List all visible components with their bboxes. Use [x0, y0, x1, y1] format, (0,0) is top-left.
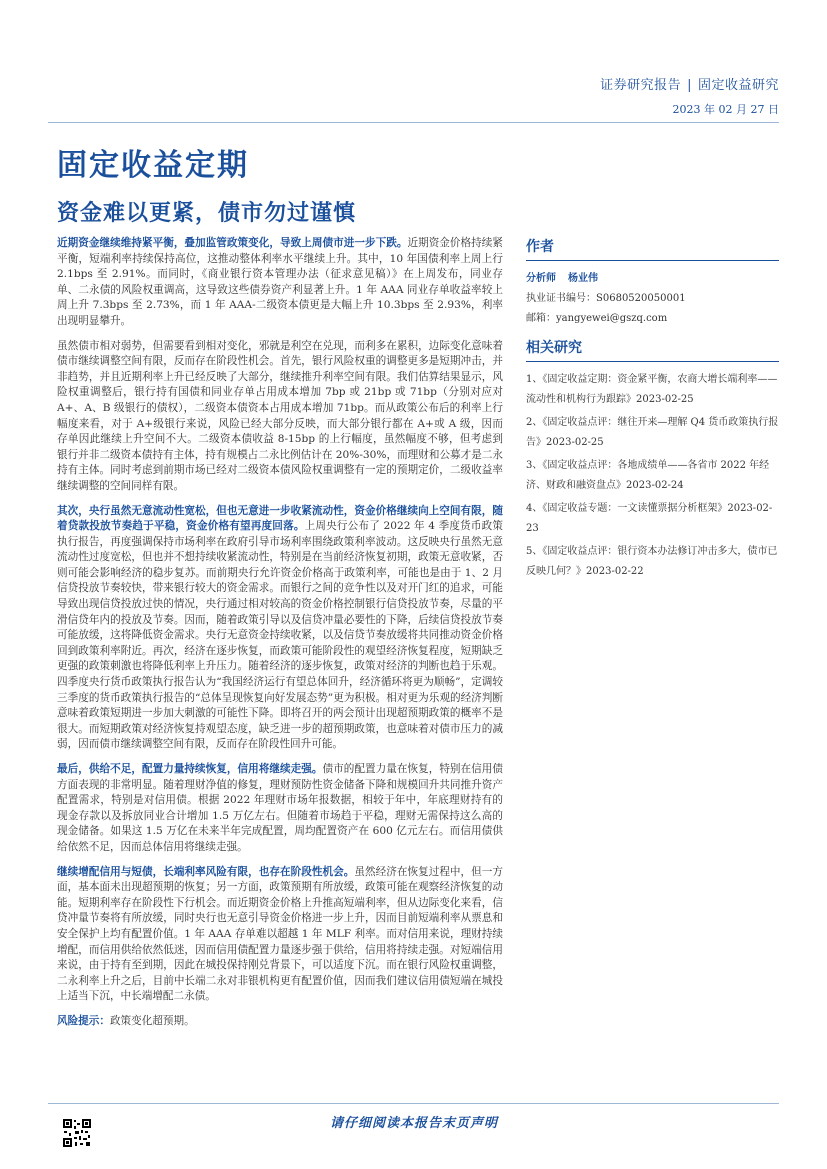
email-link[interactable]: yangyewei@gszq.com [556, 313, 668, 324]
cert-number: S0680520050001 [596, 293, 686, 304]
paragraph-1-highlight: 近期资金继续维持紧平衡，叠加监管政策变化，导致上周债市进一步下跌。 [57, 237, 408, 249]
paragraph-5-text: 虽然经济在恢复过程中，但一方面，基本面未出现超预期的恢复；另一方面，政策预期有所放缓，政策可能在观察经济恢复的动能。短期利率存在阶段性下行机会。而近期资金价格上升推高短端利率，但从边际变化来看，信贷冲量节奏将有所放缓，同时央行也无意引导资金价格进一步上升，因而目前短端利率从票息和安全保护上均有配置价值。1 年 AAA 存单难以超越 1 年 MLF 利率。而对信用来说，理财持续增配，而信用供给依然低迷，因而信用债配置力量逐步强于供给，信用将持续走强。对短端信用来说，由于持有至到期，因此在城投保持刚兑背景下，可以适度下沉。而在银行风险权重调整，二永利率上升之后，目前中长端二永对非银机构更有配置价值，因而我们建议信用债短端在城投上适当下沉，中长端增配二永债。 [57, 865, 504, 1003]
email-label: 邮箱： [526, 313, 556, 324]
paragraph-4-text: 债市的配置力量在恢复，特别在信用债方面表现的非常明显。随着理财净值的修复，理财预防性资金储备下降和规模回升共同推升资产配置需求，特别是对信用债。根据 2022 年理财市场年报数据，相较于年中，年底理财持有的现金存款以及拆放同业合计增加 1.5 万亿左右。但随着市场趋于平稳，理财无需保持这么高的现金储备。如果这 1.5 万亿在未来半年完成配置，周均配置资产在 600 亿元左右。而信用债供给依然不足，因而总体信用将继续走强。 [57, 763, 504, 853]
paragraph-3 [57, 504, 503, 754]
paragraph-1 [57, 236, 503, 330]
author-heading: 作者 [526, 236, 779, 261]
related-research-list [526, 370, 779, 582]
report-header [600, 74, 779, 117]
related-heading: 相关研究 [526, 337, 779, 362]
header-divider [48, 122, 779, 123]
sidebar [526, 236, 779, 585]
page-title: 固定收益定期 [57, 148, 249, 183]
related-item[interactable]: 4、《固定收益专题：一文读懂票据分析框架》2023-02-23 [526, 503, 773, 534]
risk-text: 政策变化超预期。 [109, 1014, 195, 1027]
cert-label: 执业证书编号： [526, 293, 596, 304]
analyst-label: 分析师 [526, 273, 556, 284]
paragraph-2-text: 虽然债市相对弱势，但需要看到相对变化，邪就是利空在兑现，而利多在累积，边际变化意味着债市继续调整空间有限，反而存在阶段性机会。首先，银行风险权重的调整更多是短期冲击，并非趋势，并且近期利率上升已经反映了大部分，继续推升利率空间有限。我们估算结果显示，风险权重调整后，银行持有国债和同业存单占用成本增加 7bp 或 21bp 或 71bp（分别对应对 A+、A、B 级银行的债权），二级资本债资本占用成本增加 71bp。而从政策公布后的利率上行幅度来看，对于 A+级银行来说，风险已经大部分反映，而大部分银行都在 A+或 A 级，因而存单因此继续上升空间不大。二级资本债收益 8-15bp 的上行幅度，虽然幅度不够，但考虑到银行并非二级资本债持有主体，持有规模占二永比例估计在 20%-30%，而理财和公募才是二永持有主体。同时考虑到前期市场已经对二级资本债风险权重调整有一定的预期定价，二级收益率继续调整的空间同样有限。 [57, 339, 504, 492]
cert-row [526, 289, 779, 309]
analyst-row [526, 269, 779, 289]
disclaimer-note: 请仔细阅读本报告末页声明 [330, 1116, 499, 1131]
header-separator: | [687, 78, 692, 93]
page-subtitle: 资金难以更紧，债市勿过谨慎 [57, 200, 357, 226]
qr-code-icon [62, 1118, 92, 1148]
report-body [57, 236, 503, 1039]
analyst-name: 杨业伟 [568, 273, 598, 284]
analyst-info [526, 269, 779, 329]
risk-label: 风险提示： [57, 1014, 110, 1027]
footer-divider [48, 1103, 779, 1104]
paragraph-4 [57, 762, 503, 856]
related-item[interactable]: 5、《固定收益点评：银行资本办法修订冲击多大，债市已反映几何？》2023-02-22 [526, 546, 778, 577]
risk-notice [57, 1014, 503, 1030]
paragraph-3-text: 上周央行公布了 2022 年 4 季度货币政策执行报告，再度强调保持市场利率在政府引导市场利率围绕政策利率波动。这反映央行虽然无意流动性过度宽松，但也并不想持续收紧流动性，特别是在当前经济恢复初期，政策无意收紧，否则可能会影响经济的稳步复苏。而前期央行允许资金价格高于政策利率，可能也是由于 1、2 月信贷投放节奏较快，带来银行较大的资金需求。而银行之间的竞争性以及对开门红的追求，可能导致出现信贷投放过快的情况，央行通过相对较高的资金价格控制银行信贷投放节奏，尽量的平滑信贷年内的投放及节奏。因而，随着政策引导以及信贷冲量必要性的下降，后续信贷投放节奏可能放缓，这将降低资金需求。央行无意资金持续收紧，以及信贷节奏放缓将共同推动资金价格回到政策利率附近。再次，经济在逐步恢复，而政策可能阶段性的观望经济恢复程度，短期缺乏更强的政策刺激也将降低利率上升压力。随着经济的逐步恢复，政策对经济的判断也趋于乐观。四季度央行货币政策执行报告认为“我国经济运行有望总体回升，经济循环将更为顺畅”，定调较三季度的货币政策执行报告的“总体呈现恢复向好发展态势”更为积极。相对更为乐观的经济判断意味着政策短期进一步加大刺激的可能性下降。即将召开的两会预计出现超预期政策的概率不是很大。而短期政策对经济恢复持观望态度，缺乏进一步的超预期政策，也意味着对债市压力的减弱，因而债市继续调整空间有限，反而存在阶段性回升可能。 [57, 520, 504, 751]
related-item[interactable]: 1、《固定收益定期：资金紧平衡，农商大增长端利率——流动性和机构行为跟踪》2023-02-25 [526, 374, 778, 405]
paragraph-5 [57, 865, 503, 1005]
report-category: 固定收益研究 [697, 78, 779, 93]
report-date: 2023 年 02 月 27 日 [672, 103, 779, 116]
paragraph-2 [57, 339, 503, 495]
email-row [526, 309, 779, 329]
report-type: 证券研究报告 [600, 78, 682, 93]
paragraph-3-highlight: 其次，央行虽然无意流动性宽松，但也无意进一步收紧流动性，资金价格继续向上空间有限，随着贷款投放节奏趋于平稳，资金价格有望再度回落。 [57, 504, 503, 533]
paragraph-4-highlight: 最后，供给不足，配置力量持续恢复，信用将继续走强。 [57, 763, 323, 775]
paragraph-5-highlight: 继续增配信用与短债，长端利率风险有限，也存在阶段性机会。 [57, 865, 355, 878]
paragraph-1-text: 近期资金价格持续紧平衡，短端利率持续保持高位，这推动整体利率水平继续上升。其中，10 年国债利率上周上行 2.1bps 至 2.91%。而同时，《商业银行资本管理办法（征求意见稿）》在上周发布，同业存单、二永债的风险权重调高，这导致这些债券资产利显著上升。1 年 AAA 同业存单收益率较上周上升 7.3bps 至 2.73%，而 1 年 AAA-二级资本债更是大幅上升 10.3bps 至 2.93%，利率出现明显攀升。 [57, 237, 504, 327]
related-item[interactable]: 3、《固定收益点评：各地成绩单——各省市 2022 年经济、财政和融资盘点》2023-02-24 [526, 460, 770, 491]
related-item[interactable]: 2、《固定收益点评：继往开来—理解 Q4 货币政策执行报告》2023-02-25 [526, 417, 779, 448]
